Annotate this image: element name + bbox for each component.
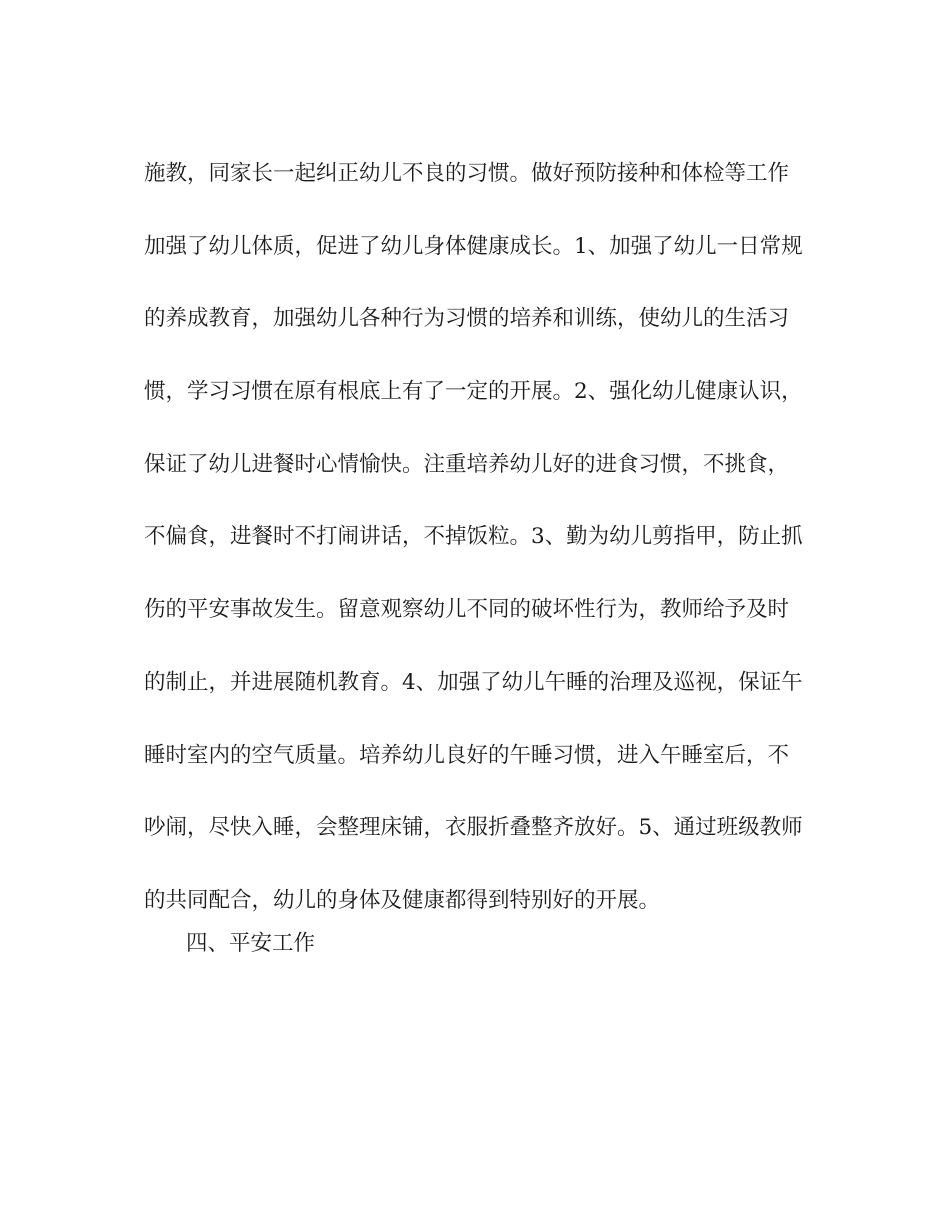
paragraph-line-6: 不偏食，进餐时不打闹讲话，不掉饭粒。3、勤为幼儿剪指甲，防止抓 xyxy=(144,524,803,550)
body-paragraph xyxy=(144,138,824,938)
paragraph-line-11: 的共同配合，幼儿的身体及健康都得到特别好的开展。 xyxy=(144,887,661,913)
paragraph-line-7: 伤的平安事故发生。留意观察幼儿不同的破坏性行为，教师给予及时 xyxy=(144,597,790,623)
paragraph-line-9: 睡时室内的空气质量。培养幼儿良好的午睡习惯，进入午睡室后，不 xyxy=(144,742,790,768)
section-heading: 四、平安工作 xyxy=(186,931,316,956)
paragraph-line-2: 加强了幼儿体质，促进了幼儿身体健康成长。1、加强了幼儿一日常规 xyxy=(144,233,803,259)
paragraph-line-3: 的养成教育，加强幼儿各种行为习惯的培养和训练，使幼儿的生活习 xyxy=(144,306,790,332)
paragraph-line-8: 的制止，并进展随机教育。4、加强了幼儿午睡的治理及巡视，保证午 xyxy=(144,669,803,695)
paragraph-line-5: 保证了幼儿进餐时心情愉快。注重培养幼儿好的进食习惯，不挑食， xyxy=(144,451,790,477)
paragraph-line-1: 施教，同家长一起纠正幼儿不良的习惯。做好预防接种和体检等工作 xyxy=(144,161,790,186)
paragraph-line-10: 吵闹，尽快入睡，会整理床铺，衣服折叠整齐放好。5、通过班级教师 xyxy=(144,815,803,841)
paragraph-line-4: 惯，学习习惯在原有根底上有了一定的开展。2、强化幼儿健康认识， xyxy=(144,379,803,405)
